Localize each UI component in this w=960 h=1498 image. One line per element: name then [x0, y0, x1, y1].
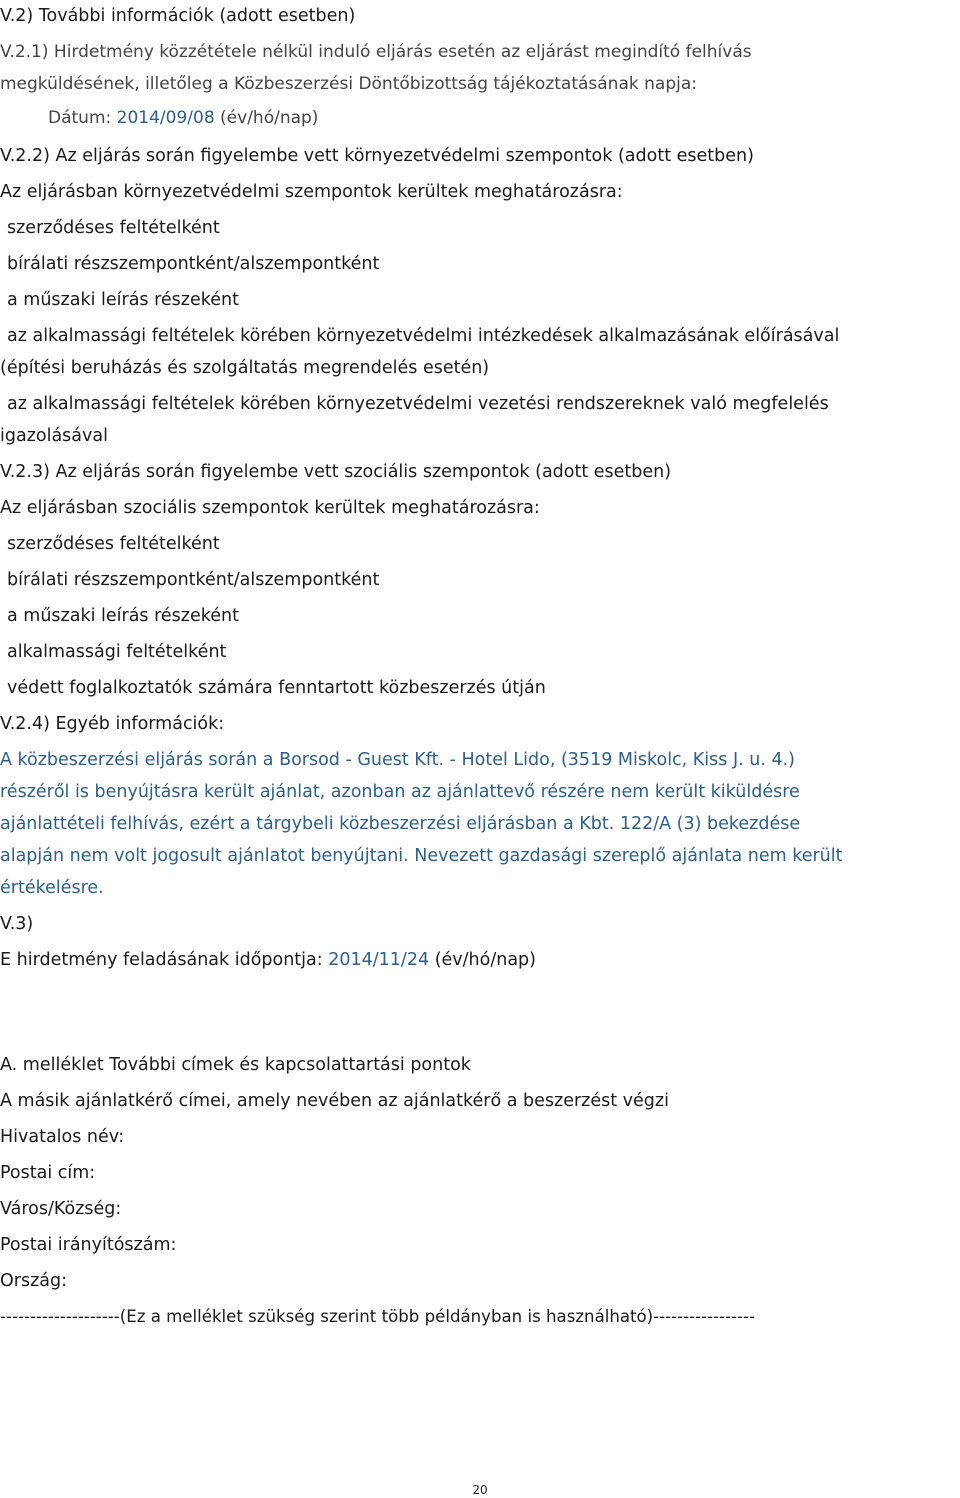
annex-field-country: Ország:	[0, 1271, 68, 1291]
annex-field-postal-address: Postai cím:	[0, 1163, 96, 1183]
v24-heading: V.2.4) Egyéb információk:	[0, 714, 225, 734]
annex-field-postal-code: Postai irányítószám:	[0, 1235, 177, 1255]
v22-item: szerződéses feltételként	[7, 218, 220, 238]
annex-field-town: Város/Község:	[0, 1199, 122, 1219]
annex-title: A. melléklet További címek és kapcsolattartási pontok	[0, 1055, 471, 1075]
v22-item: az alkalmassági feltételek körében környezetvédelmi intézkedések alkalmazásának előírásával	[7, 326, 840, 346]
v3-dispatch-value: 2014/11/24	[328, 950, 430, 970]
annex-subtitle: A másik ajánlatkérő címei, amely nevében az ajánlatkérő a beszerzést végzi	[0, 1091, 669, 1111]
v3-heading: V.3)	[0, 914, 34, 934]
v23-intro: Az eljárásban szociális szempontok kerültek meghatározásra:	[0, 498, 540, 518]
v22-item: bírálati részszempontként/alszempontként	[7, 254, 380, 274]
v23-heading: V.2.3) Az eljárás során figyelembe vett szociális szempontok (adott esetben)	[0, 462, 672, 482]
v3-dispatch-row	[0, 949, 536, 971]
v23-item: alkalmassági feltételként	[7, 642, 227, 662]
v22-item: a műszaki leírás részeként	[7, 290, 239, 310]
v3-dispatch-label: E hirdetmény feladásának időpontja:	[0, 950, 323, 970]
v22-intro: Az eljárásban környezetvédelmi szempontok kerültek meghatározásra:	[0, 182, 623, 202]
v24-text-line: alapján nem volt jogosult ajánlatot benyújtani. Nevezett gazdasági szereplő ajánlata nem került	[0, 846, 843, 866]
annex-separator: --------------------(Ez a melléklet szükség szerint több példányban is használható)-----------------	[0, 1307, 755, 1326]
v22-item: az alkalmassági feltételek körében környezetvédelmi vezetési rendszereknek való megfelelés	[7, 394, 829, 414]
v22-item: (építési beruházás és szolgáltatás megrendelés esetén)	[0, 358, 490, 378]
v21-line2: megküldésének, illetőleg a Közbeszerzési Döntőbizottság tájékoztatásának napja:	[0, 74, 697, 94]
v21-date-label: Dátum:	[48, 108, 112, 128]
v21-date-format: (év/hó/nap)	[220, 108, 319, 128]
v23-item: a műszaki leírás részeként	[7, 606, 239, 626]
v21-date-value: 2014/09/08	[116, 108, 215, 128]
v22-item: igazolásával	[0, 426, 108, 446]
v21-line1: V.2.1) Hirdetmény közzététele nélkül induló eljárás esetén az eljárást megindító felhívás	[0, 42, 752, 62]
v24-text-line: értékelésre.	[0, 878, 104, 898]
v3-dispatch-format: (év/hó/nap)	[434, 950, 536, 970]
page-number: 20	[472, 1483, 488, 1497]
v23-item: bírálati részszempontként/alszempontként	[7, 570, 380, 590]
v24-text-line: ajánlattételi felhívás, ezért a tárgybeli közbeszerzési eljárásban a Kbt. 122/A (3) bekezdése	[0, 814, 801, 834]
v22-heading: V.2.2) Az eljárás során figyelembe vett környezetvédelmi szempontok (adott esetben)	[0, 146, 754, 166]
section-v2-title: V.2) További információk (adott esetben)	[0, 6, 356, 26]
v23-item: védett foglalkoztatók számára fenntartott közbeszerzés útján	[7, 678, 546, 698]
annex-field-official-name: Hivatalos név:	[0, 1127, 125, 1147]
v21-date-row	[48, 107, 318, 129]
v23-item: szerződéses feltételként	[7, 534, 220, 554]
v24-text-line: részéről is benyújtásra került ajánlat, azonban az ajánlattevő részére nem került kiküldésre	[0, 782, 800, 802]
v24-text-line: A közbeszerzési eljárás során a Borsod - Guest Kft. - Hotel Lido, (3519 Miskolc, Kiss J. u. 4.)	[0, 750, 795, 770]
